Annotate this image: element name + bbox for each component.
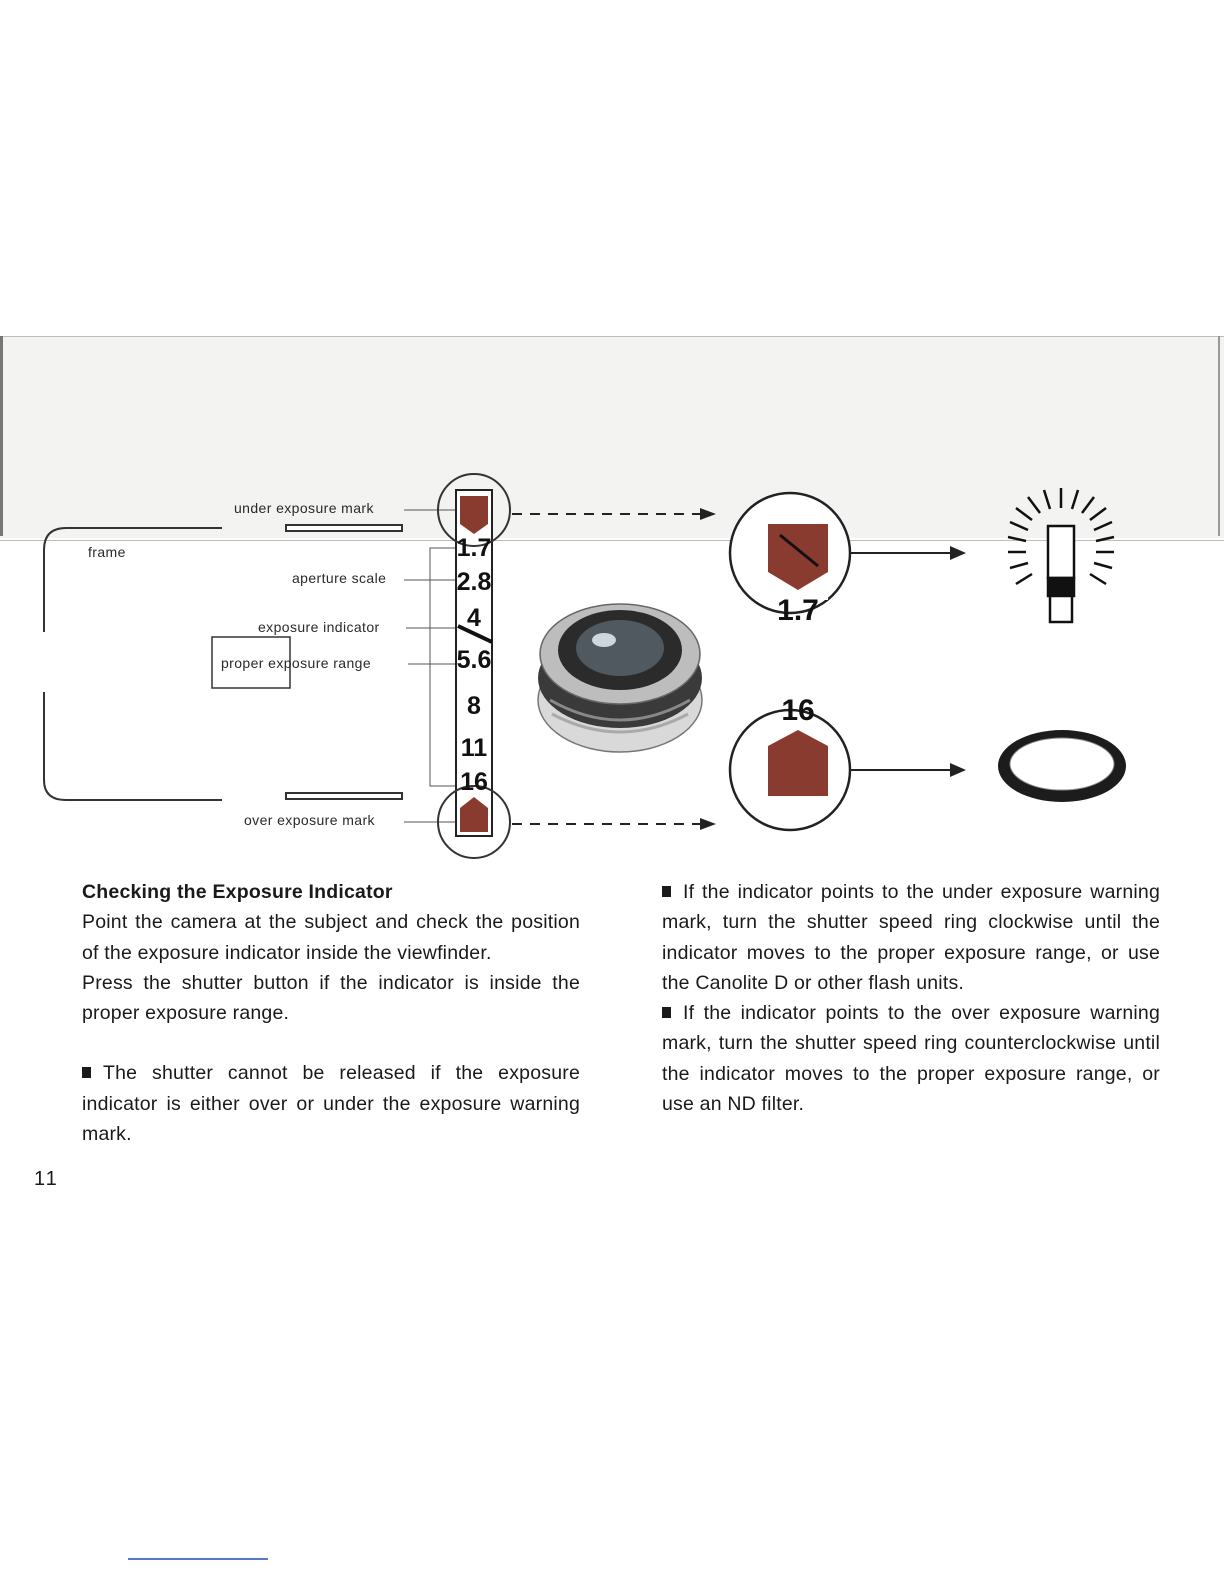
section-heading: Checking the Exposure Indicator <box>82 881 393 903</box>
footer-rule <box>128 1558 268 1560</box>
under-zoom-detail <box>730 493 966 627</box>
bullet-paragraph: The shutter cannot be released if the exposure indicator is either over or under the exposure warning mark. <box>82 1062 580 1146</box>
frame-corner-bottom <box>44 692 222 800</box>
over-zoom-detail <box>730 694 966 830</box>
frame-corner-top <box>44 528 222 632</box>
bullet-paragraph: If the indicator points to the over exposure warning mark, turn the shutter speed ring counterclockwise until the indicator moves to the proper exposure range, or use an ND filter. <box>662 1002 1160 1116</box>
aperture-tick: 16 <box>460 768 488 796</box>
bullet-mark <box>662 1007 671 1018</box>
over-zoom-value: 16 <box>781 694 815 727</box>
exposure-diagram <box>0 440 1224 880</box>
label-over-exposure-mark: over exposure mark <box>244 812 375 828</box>
under-bar <box>286 525 402 531</box>
aperture-tick: 8 <box>467 692 481 720</box>
aperture-tick: 5.6 <box>456 646 492 674</box>
flash-icon <box>1008 488 1114 622</box>
aperture-tick: 1.7 <box>456 534 492 562</box>
label-aperture-scale: aperture scale <box>292 570 387 586</box>
band-top-rule <box>0 336 1224 337</box>
label-frame: frame <box>88 544 126 560</box>
over-bar <box>286 793 402 799</box>
bullet-mark <box>82 1067 91 1078</box>
label-proper-exposure-range: proper exposure range <box>221 655 372 671</box>
left-column <box>82 877 580 1149</box>
label-under-exposure-mark: under exposure mark <box>234 500 374 516</box>
label-exposure-indicator: exposure indicator <box>258 619 380 635</box>
aperture-tick: 11 <box>460 734 488 762</box>
aperture-tick: 2.8 <box>456 568 492 596</box>
paragraph: Press the shutter button if the indicator is inside the proper exposure range. <box>82 971 580 1025</box>
aperture-tick: 4 <box>467 604 481 632</box>
lens-image <box>538 604 702 752</box>
bullet-paragraph: If the indicator points to the under exposure warning mark, turn the shutter speed ring clockwise until the indicator moves to the proper exposure range, or use the Canolite D or other flash units. <box>662 881 1160 994</box>
bullet-mark <box>662 886 671 897</box>
paragraph: Point the camera at the subject and check the position of the exposure indicator inside the viewfinder. <box>82 911 580 964</box>
right-column <box>662 877 1160 1119</box>
page-number: 11 <box>34 1168 59 1190</box>
under-zoom-value: 1.7 <box>777 594 819 627</box>
nd-filter-icon <box>998 730 1126 802</box>
